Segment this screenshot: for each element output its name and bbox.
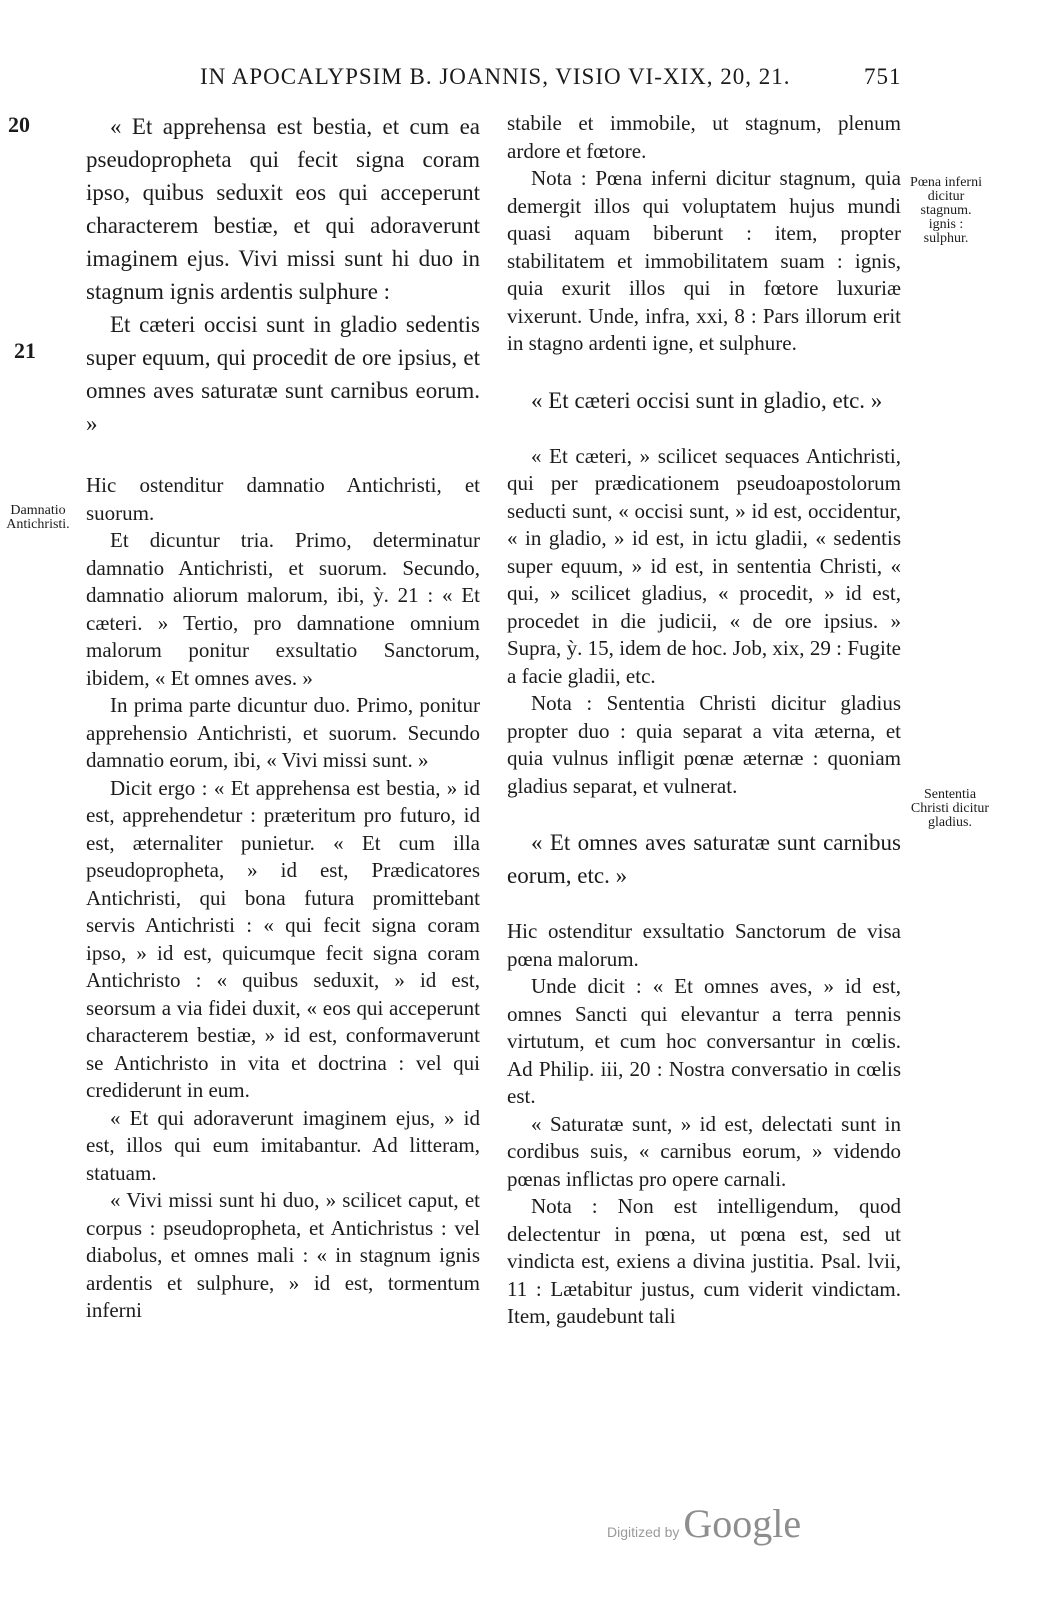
scripture-verse-21: Et cæteri occisi sunt in gladio sedentis super equum, qui procedit de ore ipsius, et omnes aves saturatæ sunt carnibus eorum. » bbox=[86, 312, 480, 436]
paragraph: Hic ostenditur damnatio Antichristi, et suorum. bbox=[86, 473, 480, 525]
running-title: IN APOCALYPSIM B. JOANNIS, VISIO VI-XIX, 20, 21. bbox=[200, 64, 791, 89]
digitized-by-text: Digitized by bbox=[607, 1524, 680, 1540]
scripture-quote: « Et cæteri occisi sunt in gladio, etc. » bbox=[531, 387, 883, 413]
paragraph: « Vivi missi sunt hi duo, » scilicet caput, et corpus : pseudopropheta, et Antichristus : vel diabolus, et omnes mali : « in stagnum ignis ardentis et sulphure, » id est, tormentum inferni bbox=[86, 1188, 480, 1322]
right-column bbox=[507, 110, 901, 1331]
side-note-poena: Pœna inferni dicitur stagnum. ignis : sulphur. bbox=[910, 175, 982, 246]
paragraph: Nota : Sententia Christi dicitur gladius propter duo : quia separat a vita æterna, et quia vulnus infligit pœnæ æternæ : quoniam gladius separat, et vulnerat. bbox=[507, 691, 901, 798]
paragraph: Hic ostenditur exsultatio Sanctorum de visa pœna malorum. bbox=[507, 919, 901, 971]
google-logo: Google bbox=[683, 1501, 802, 1546]
verse-number-21: 21 bbox=[14, 338, 36, 363]
paragraph: Dicit ergo : « Et apprehensa est bestia, » id est, apprehendetur : præteritum pro futuro, id est, æternaliter punietur. « Et cum illa pseudopropheta, » id est, Prædicatores Antichristi, qui bona futura promittebant servis Antichristi : « qui fecit signa coram ipso, » id est, quicumque fecit signa coram Antichristo : « quibus seduxit, » id est, seorsum a via fidei duxit, « eos qui acceperunt characterem bestiæ, » id est, conformaverunt se Antichristo in vita et doctrina : vel qui crediderunt in eum. bbox=[86, 775, 480, 1102]
paragraph: Unde dicit : « Et omnes aves, » id est, omnes Sancti qui elevantur a terra pennis virtutum, et cum hoc conversantur in cœlis. Ad Philip. iii, 20 : Nostra conversatio in cœlis est. bbox=[507, 974, 901, 1108]
verse-number-20: 20 bbox=[8, 112, 30, 137]
paragraph: In prima parte dicuntur duo. Primo, ponitur apprehensio Antichristi, et suorum. Secundo damnatio eorum, ibi, « Vivi missi sunt. » bbox=[86, 693, 480, 772]
paragraph: Nota : Pœna inferni dicitur stagnum, quia demergit illos qui voluptatem hujus mundi quasi aquam biberunt : item, propter stabilitatem et immobilitatem suam : ignis, quia exurit illos qui in fœtore luxuriæ vixerunt. Unde, infra, xxi, 8 : Pars illorum erit in stagno ardenti igne, et sulphure. bbox=[507, 166, 901, 355]
paragraph: Nota : Non est intelligendum, quod delectentur in pœna, ut pœna est, sed ut vindicta est, exiens a divina justitia. Psal. lvii, 11 : Lætabitur justus, cum viderit vindictam. Item, gaudebunt tali bbox=[507, 1194, 901, 1328]
page-number: 751 bbox=[864, 64, 902, 89]
paragraph: « Et qui adoraverunt imaginem ejus, » id est, illos qui eum imitabantur. Ad litteram, statuam. bbox=[86, 1105, 480, 1185]
paragraph: stabile et immobile, ut stagnum, plenum ardore et fœtore. bbox=[507, 111, 901, 163]
left-column bbox=[86, 110, 480, 1325]
paragraph: Et dicuntur tria. Primo, determinatur damnatio Antichristi, et suorum. Secundo, damnatio aliorum malorum, ibi, ỳ. 21 : « Et cæteri. » Tertio, pro damnatione omnium malorum ponitur exsultatio Sanctorum, ibidem, « Et omnes aves. » bbox=[86, 528, 480, 690]
scripture-verse-20: « Et apprehensa est bestia, et cum ea pseudopropheta qui fecit signa coram ipso, quibus seduxit eos qui acceperunt characterem bestiæ, et qui adoraverunt imaginem ejus. Vivi missi sunt hi duo in stagnum ignis ardentis sulphure : bbox=[86, 114, 480, 304]
paragraph: « Et cæteri, » scilicet sequaces Antichristi, qui per prædicationem pseudoapostolorum seducti sunt, « occisi sunt, » id est, occidentur, « in gladio, » id est, in ictu gladii, « sedentis super equum, » id est, in sententia Christi, « qui, » scilicet gladius, « procedit, » id est, procedet in die judicii, « de ore ipsius. » Supra, ỳ. 15, idem de hoc. Job, xix, 29 : Fugite a facie gladii, etc. bbox=[507, 443, 901, 688]
side-note-damnatio: Damnatio Antichristi. bbox=[6, 503, 70, 532]
paragraph: « Saturatæ sunt, » id est, delectati sunt in cordibus suis, « carnibus eorum, » videndo pœnas inflictas pro opere carnali. bbox=[507, 1111, 901, 1191]
digitization-watermark bbox=[607, 1500, 801, 1547]
side-note-sententia: Sententia Christi dicitur gladius. bbox=[910, 787, 990, 830]
scripture-quote: « Et omnes aves saturatæ sunt carnibus eorum, etc. » bbox=[507, 830, 901, 888]
